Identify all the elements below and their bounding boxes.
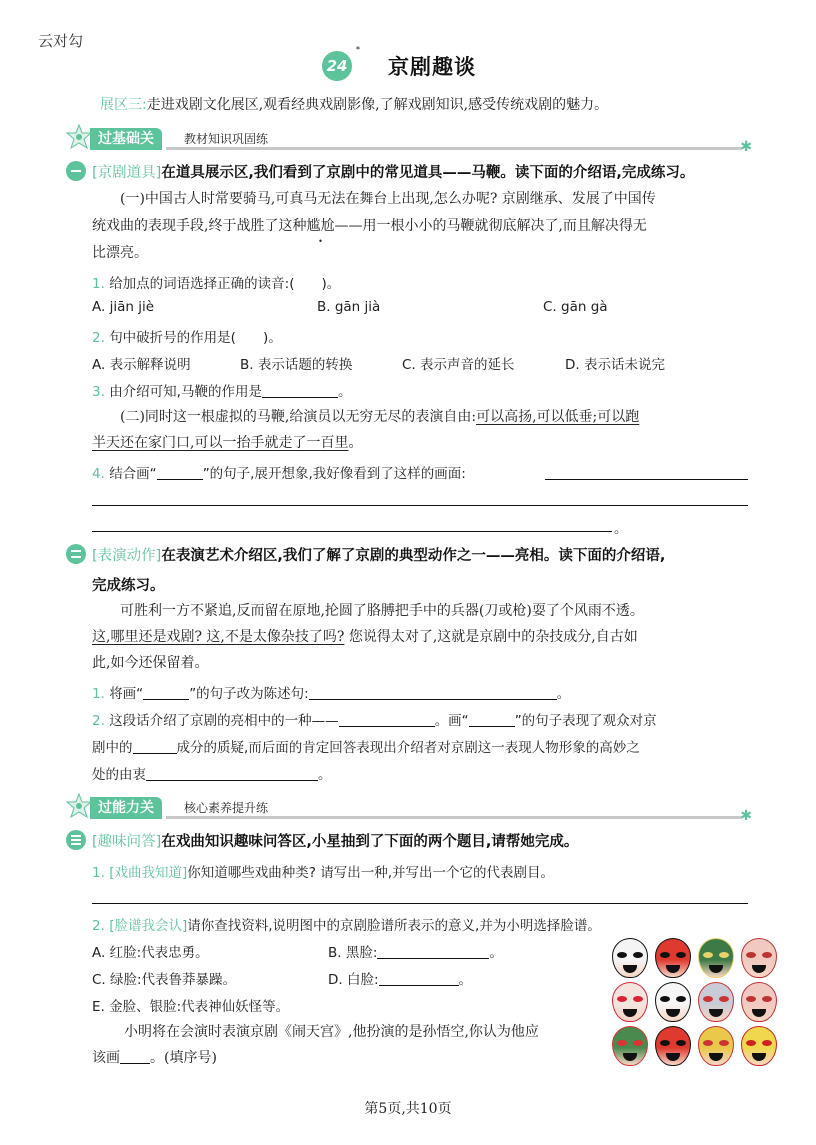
option-c[interactable]: C. 表示声音的延长 — [402, 357, 515, 373]
passage-line — [120, 407, 639, 427]
passage-text: 统戏曲的表现手段,终于战胜了这种 — [92, 218, 307, 234]
subquestion-1 — [92, 272, 340, 292]
number-two-icon — [66, 544, 86, 564]
passage-line — [92, 433, 362, 453]
subquestion-label: [戏曲我知道] — [109, 865, 188, 881]
punct: 。 — [556, 686, 571, 702]
punct: 。 — [614, 521, 628, 537]
section-tag: 过基础关 — [90, 128, 162, 150]
option-b[interactable]: B. gān jià — [317, 299, 381, 315]
answer-blank[interactable] — [339, 712, 435, 727]
option-c: C. 绿脸:代表鲁莽暴躁。 — [92, 972, 237, 988]
underlined-sentence: 半天还在家门口,可以一抬手就走了一百里 — [92, 435, 349, 451]
option-b — [328, 941, 503, 961]
passage-line — [92, 216, 647, 236]
subquestion-number: 4. — [92, 466, 105, 482]
lesson-number-badge — [322, 45, 360, 81]
final-question-line: 小明将在会演时表演京剧《闹天宫》,他扮演的是孙悟空,你认为他应 — [124, 1024, 539, 1040]
passage-line: 此,如今还保留着。 — [92, 655, 209, 671]
answer-line[interactable] — [92, 531, 612, 532]
punct: 。 — [348, 435, 363, 451]
opera-mask-black-white — [655, 982, 691, 1022]
subquestion-text: 处的由衷 — [92, 767, 146, 783]
question-3-heading — [66, 830, 578, 851]
subquestion-number: 1. — [92, 865, 105, 881]
passage-line: 比漂亮。 — [92, 245, 148, 261]
answer-blank[interactable] — [146, 766, 318, 781]
subquestion-number: 2. — [92, 918, 105, 934]
subquestion-2 — [92, 709, 657, 729]
subquestion-text: 成分的质疑,而后面的肯定回答表现出介绍者对京剧这一表现人物形象的高妙之 — [176, 740, 640, 756]
option-text: B. 黑脸: — [328, 945, 378, 961]
option-a: A. 红脸:代表忠勇。 — [92, 945, 209, 961]
option-e: E. 金脸、银脸:代表神仙妖怪等。 — [92, 999, 290, 1015]
opera-mask-grey-red — [698, 982, 734, 1022]
star-icon: ✱ — [740, 808, 752, 824]
brand-logo-text: 云对勾 — [38, 32, 84, 50]
number-one-icon — [66, 161, 86, 181]
subquestion-number: 2. — [92, 330, 105, 346]
passage-text: 该画 — [92, 1050, 120, 1066]
opera-mask-red-black — [655, 1026, 691, 1066]
passage-text: ——用一根小小的马鞭就彻底解决了,而且解决得无 — [334, 218, 647, 234]
question-1-heading — [66, 161, 694, 182]
opera-mask-yellow-red — [741, 1026, 777, 1066]
intro-line — [100, 94, 608, 114]
section-rule — [166, 816, 742, 819]
subquestion-2 — [92, 914, 601, 934]
number-three-icon — [66, 830, 86, 850]
section-tag: 过能力关 — [90, 797, 162, 819]
section-subtitle: 核心素养提升练 — [184, 801, 269, 815]
subquestion-number: 2. — [92, 713, 105, 729]
subquestion-text: 你知道哪些戏曲种类? 请写出一种,并写出一个它的代表剧目。 — [187, 865, 554, 881]
subquestion-text: 。画“ — [434, 713, 469, 729]
question-label: [表演动作] — [92, 548, 162, 564]
answer-blank[interactable] — [262, 383, 338, 398]
star-icon: ✱ — [740, 139, 752, 155]
answer-blank[interactable] — [379, 971, 459, 986]
lesson-number: 24 — [326, 57, 348, 75]
question-label: [趣味问答] — [92, 834, 162, 850]
option-c[interactable]: C. gān gà — [543, 299, 608, 315]
punct: 。 — [458, 972, 473, 988]
star-badge-icon — [66, 124, 92, 150]
page-number: 第5页,共10页 — [364, 1101, 452, 1117]
passage-line: (一)中国古人时常要骑马,可真马无法在舞台上出现,怎么办呢? 京剧继承、发展了中国传 — [120, 191, 656, 207]
subquestion-3 — [92, 380, 351, 400]
opera-mask-green-red — [612, 1026, 648, 1066]
opera-mask-pink-white — [741, 938, 777, 978]
subquestion-number: 1. — [92, 276, 105, 292]
question-text: 在道具展示区,我们看到了京剧中的常见道具——马鞭。读下面的介绍语,完成练习。 — [161, 165, 695, 181]
option-a[interactable]: A. jiān jiè — [92, 299, 155, 315]
opera-mask-red-black — [655, 938, 691, 978]
question-2-heading — [66, 544, 665, 565]
answer-blank[interactable] — [143, 685, 189, 700]
punct: 。 — [318, 767, 332, 783]
subquestion-2-line3 — [92, 763, 332, 783]
answer-line[interactable] — [92, 505, 748, 506]
section-bar-basic — [66, 128, 752, 155]
opera-mask-green — [698, 938, 734, 978]
answer-blank[interactable] — [120, 1049, 150, 1064]
subquestion-text: 句中破折号的作用是( )。 — [109, 330, 282, 346]
intro-label: 展区三: — [100, 97, 147, 113]
punct: 。 — [489, 945, 503, 961]
star-badge-icon — [66, 793, 92, 819]
lesson-mark: * — [355, 45, 360, 54]
answer-blank[interactable] — [309, 685, 557, 700]
option-text: D. 白脸: — [328, 972, 379, 988]
intro-text: 走进戏剧文化展区,观看经典戏剧影像,了解戏剧知识,感受传统戏剧的魅力。 — [146, 97, 609, 113]
opera-mask-pink-white — [741, 982, 777, 1022]
section-bar-ability — [66, 797, 752, 824]
dotted-word: 尴尬 — [306, 218, 335, 234]
subquestion-text: 结合画“ — [109, 466, 157, 482]
lesson-title-bar — [322, 45, 476, 84]
page-title: 京剧趣谈 — [388, 55, 476, 79]
subquestion-label: [脸谱我会认] — [109, 918, 188, 934]
subquestion-2 — [92, 326, 282, 346]
subquestion-text: ”的句子表现了观众对京 — [514, 713, 657, 729]
option-d[interactable]: D. 表示话未说完 — [565, 357, 665, 373]
answer-blank[interactable] — [157, 465, 203, 480]
answer-blank[interactable] — [469, 712, 515, 727]
subquestion-text: 由介绍可知,马鞭的作用是 — [109, 384, 262, 400]
answer-blank[interactable] — [377, 944, 489, 959]
underlined-sentence: 这,哪里还是戏剧? 这,不是太像杂技了吗? — [92, 629, 345, 645]
final-question-line — [92, 1048, 217, 1068]
subquestion-text: 给加点的词语选择正确的读音:( )。 — [109, 276, 341, 292]
passage-text: (二)同时这一根虚拟的马鞭,给演员以无穷无尽的表演自由: — [120, 409, 477, 425]
passage-text: 。(填序号) — [150, 1050, 217, 1066]
underlined-sentence: 可以高扬,可以低垂;可以跑 — [476, 409, 640, 425]
option-d — [328, 968, 472, 988]
subquestion-2-line2 — [92, 736, 640, 756]
answer-line[interactable] — [545, 479, 748, 480]
passage-line: 可胜利一方不紧追,反而留在原地,抡圆了胳膊把手中的兵器(刀或枪)耍了个风雨不透。 — [120, 603, 644, 619]
question-text: 在戏曲知识趣味问答区,小星抽到了下面的两个题目,请帮她完成。 — [161, 834, 579, 850]
option-b[interactable]: B. 表示话题的转换 — [240, 357, 353, 373]
subquestion-text: 剧中的 — [92, 740, 133, 756]
question-label: [京剧道具] — [92, 165, 162, 181]
punct: 。 — [337, 384, 352, 400]
opera-mask-yellow — [698, 1026, 734, 1066]
passage-text: 您说得太对了,这就是京剧中的杂技成分,自古如 — [344, 629, 638, 645]
section-subtitle: 教材知识巩固练 — [184, 132, 269, 146]
subquestion-text: ”的句子,展开想象,我好像看到了这样的画面: — [202, 466, 466, 482]
subquestion-text: 请你查找资料,说明图中的京剧脸谱所表示的意义,并为小明选择脸谱。 — [187, 918, 601, 934]
opera-mask-red-white — [612, 982, 648, 1022]
subquestion-number: 1. — [92, 686, 105, 702]
subquestion-1 — [92, 682, 570, 702]
subquestion-text: ”的句子改为陈述句: — [189, 686, 309, 702]
passage-line — [92, 627, 638, 647]
subquestion-text: 将画“ — [109, 686, 144, 702]
opera-mask-white-black — [612, 938, 648, 978]
question-text: 完成练习。 — [92, 578, 165, 594]
subquestion-4 — [92, 462, 466, 482]
answer-line[interactable] — [92, 903, 748, 904]
subquestion-1 — [92, 861, 554, 881]
subquestion-text: 这段话介绍了京剧的亮相中的一种—— — [109, 713, 339, 729]
opera-masks-image — [612, 938, 782, 1066]
subquestion-number: 3. — [92, 384, 105, 400]
answer-blank[interactable] — [133, 739, 177, 754]
option-a[interactable]: A. 表示解释说明 — [92, 357, 191, 373]
question-text: 在表演艺术介绍区,我们了解了京剧的典型动作之一——亮相。读下面的介绍语, — [161, 548, 666, 564]
section-rule — [166, 147, 742, 150]
